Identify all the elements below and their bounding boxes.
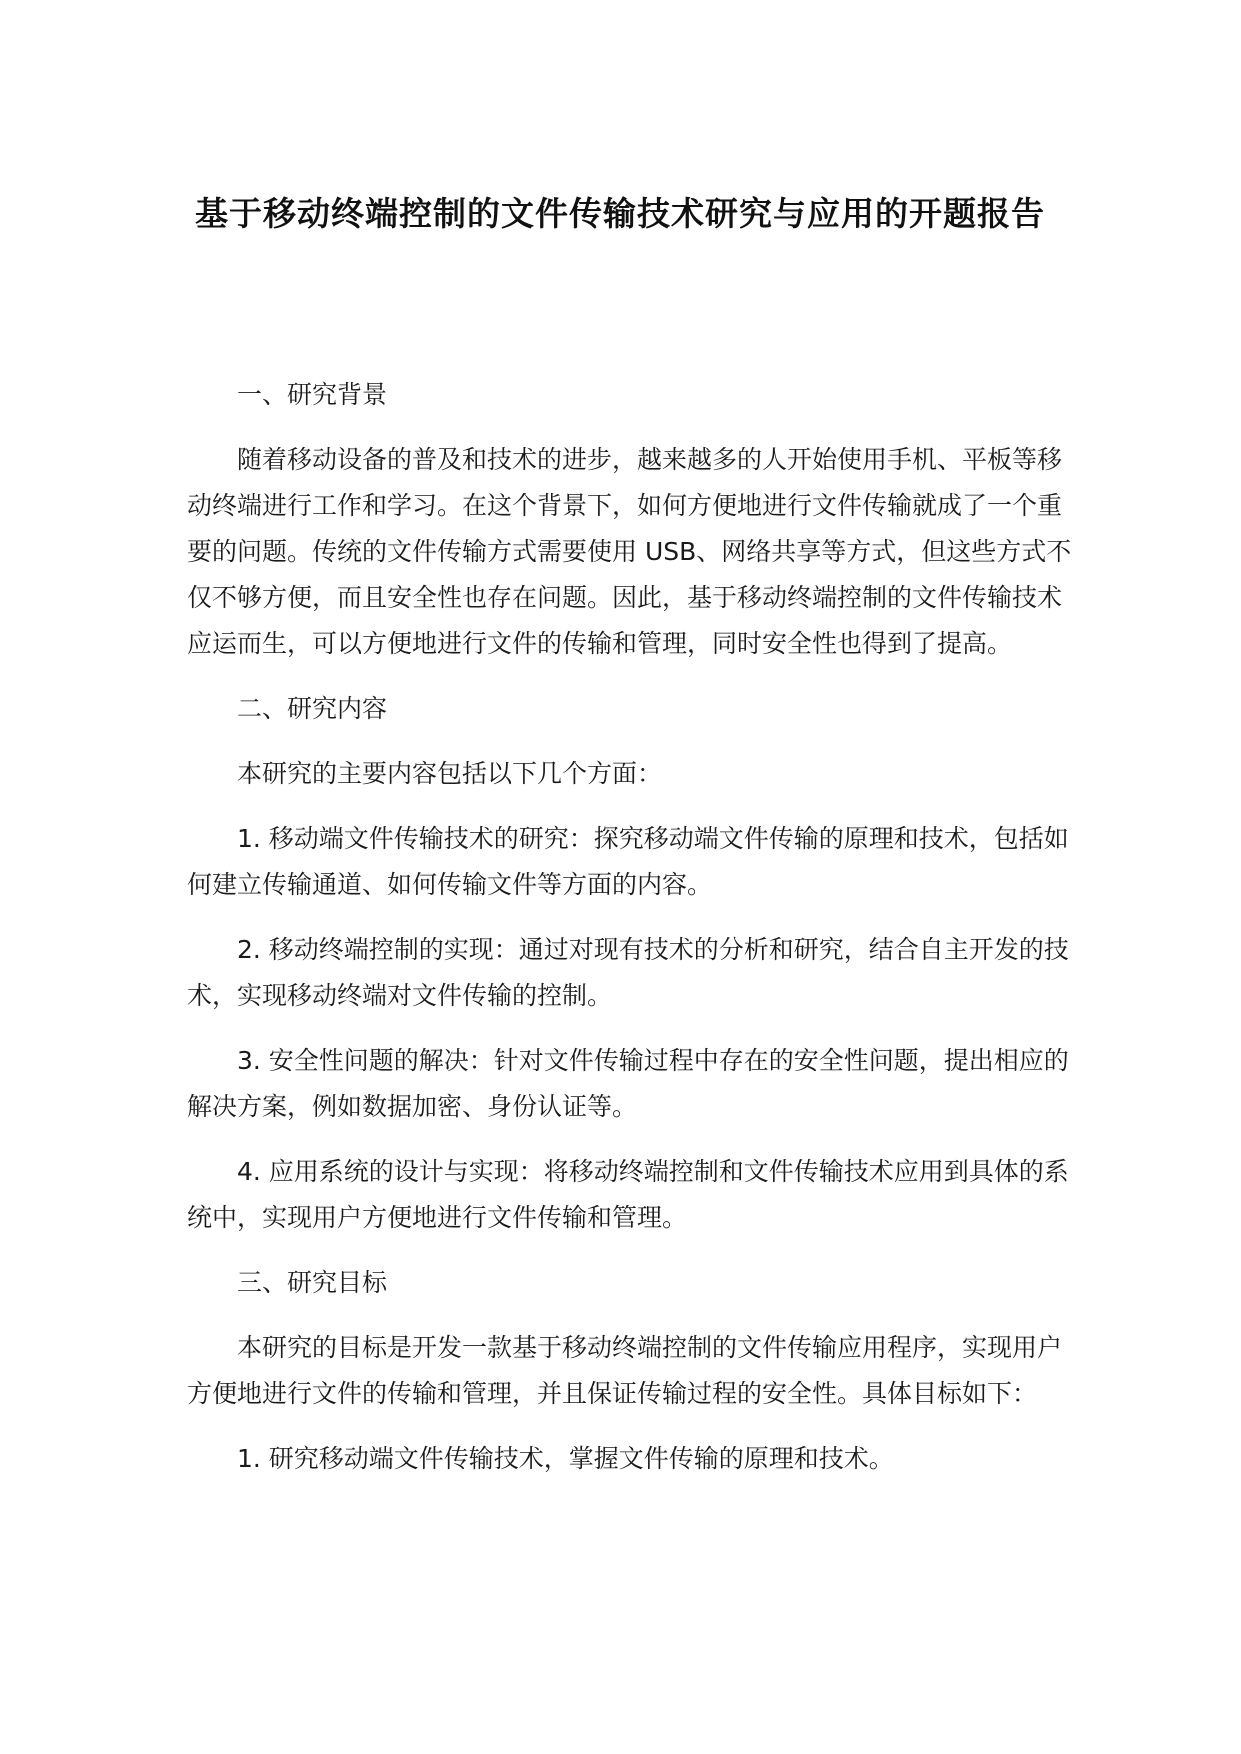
paragraph-content-intro: 本研究的主要内容包括以下几个方面：: [237, 759, 663, 788]
list-item-goal-1: 1. 研究移动端文件传输技术，掌握文件传输的原理和技术。: [237, 1444, 894, 1473]
paragraph-background: 随着移动设备的普及和技术的进步，越来越多的人开始使用手机、平板等移动终端进行工作和学习。在这个背景下，如何方便地进行文件传输就成了一个重要的问题。传统的文件传输方式需要使用 USB、网络共享等方式，但这些方式不仅不够方便，而且安全性也存在问题。因此，基于移动终端控制的文件传输技术应运而生，可以方便地进行文件的传输和管理，同时安全性也得到了提高。: [187, 445, 1072, 658]
section-heading-background: 一、研究背景: [237, 380, 388, 409]
section-heading-goals: 三、研究目标: [237, 1268, 388, 1297]
document-title: 基于移动终端控制的文件传输技术研究与应用的开题报告: [195, 194, 1045, 233]
section-heading-content: 二、研究内容: [237, 694, 388, 723]
list-item-content-4: 4. 应用系统的设计与实现：将移动终端控制和文件传输技术应用到具体的系统中，实现用户方便地进行文件传输和管理。: [187, 1157, 1069, 1232]
list-item-content-2: 2. 移动终端控制的实现：通过对现有技术的分析和研究，结合自主开发的技术，实现移动终端对文件传输的控制。: [187, 935, 1069, 1010]
document-body: [187, 372, 1077, 1501]
list-item-content-1: 1. 移动端文件传输技术的研究：探究移动端文件传输的原理和技术，包括如何建立传输通道、如何传输文件等方面的内容。: [187, 824, 1069, 899]
paragraph-goals-intro: 本研究的目标是开发一款基于移动终端控制的文件传输应用程序，实现用户方便地进行文件的传输和管理，并且保证传输过程的安全性。具体目标如下：: [187, 1333, 1063, 1408]
list-item-content-3: 3. 安全性问题的解决：针对文件传输过程中存在的安全性问题，提出相应的解决方案，例如数据加密、身份认证等。: [187, 1046, 1069, 1121]
